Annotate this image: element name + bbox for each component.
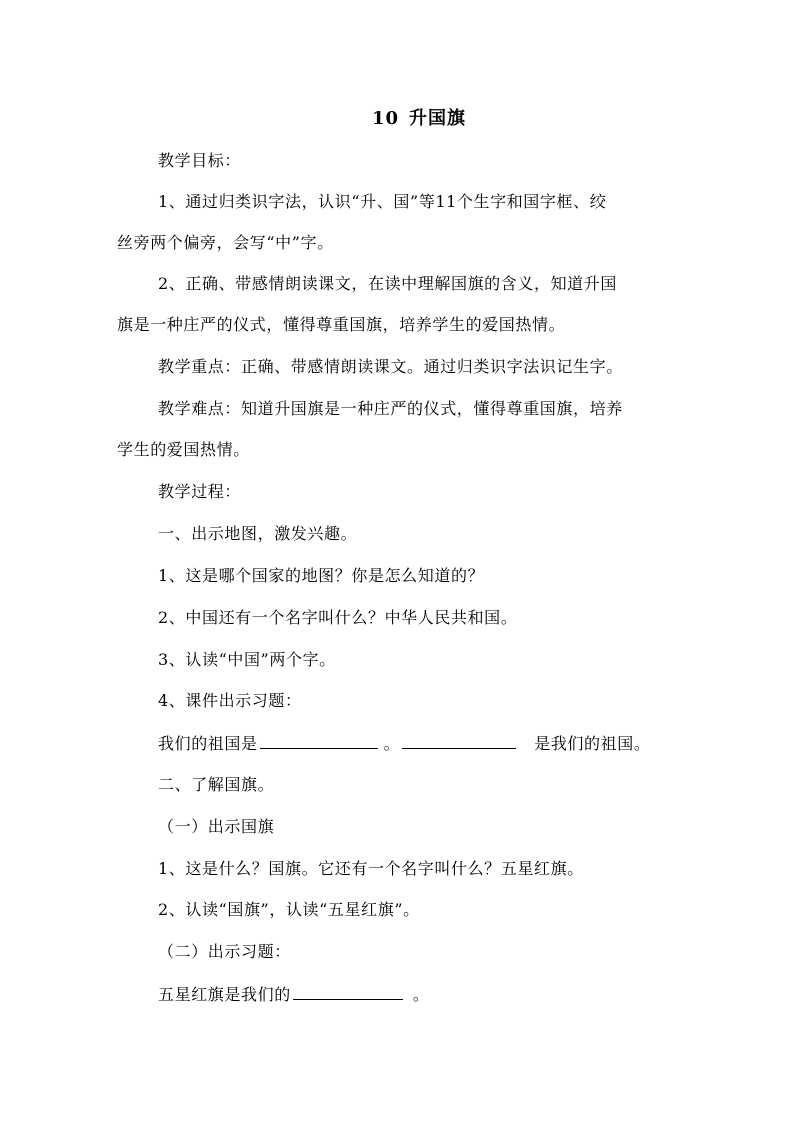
- exercise-2-text-a: 五星红旗是我们的: [158, 985, 291, 1004]
- lesson-title: [0, 104, 794, 130]
- fill-blank-2: [402, 732, 516, 749]
- goal-1-line-2: 丝旁两个偏旁，会写“中”字。: [117, 233, 334, 252]
- exercise-1-text-b: 。: [383, 734, 401, 753]
- section-1-item-2: 2、中国还有一个名字叫什么？中华人民共和国。: [158, 608, 518, 627]
- difficulty-line-2: 学生的爱国热情。: [117, 440, 250, 459]
- process-heading: 教学过程：: [158, 482, 242, 501]
- difficulty-line-1: 教学难点：知道升国旗是一种庄严的仪式，懂得尊重国旗，培养: [158, 399, 623, 418]
- section-1-item-4: 4、课件出示习题：: [158, 691, 302, 710]
- fill-blank-3: [293, 983, 403, 1000]
- goal-2-line-2: 旗是一种庄严的仪式，懂得尊重国旗，培养学生的爱国热情。: [117, 315, 566, 334]
- section-2-item-1: 1、这是什么？国旗。它还有一个名字叫什么？五星红旗。: [158, 859, 584, 878]
- fill-blank-1: [260, 732, 378, 749]
- goal-1-line-1: 1、通过归类识字法，认识“升、国”等11个生字和国字框、绞: [158, 192, 607, 211]
- exercise-2-text-b: 。: [412, 985, 430, 1004]
- key-points: 教学重点：正确、带感情朗读课文。通过归类识字法识记生字。: [158, 357, 623, 376]
- section-1-item-3: 3、认读“中国”两个字。: [158, 650, 336, 669]
- lesson-number: 10: [371, 108, 400, 129]
- exercise-2: [158, 983, 429, 1006]
- goal-2-line-1: 2、正确、带感情朗读课文，在读中理解国旗的含义，知道升国: [158, 274, 617, 293]
- section-2-heading: 二、了解国旗。: [158, 775, 275, 794]
- exercise-1-text-c: 是我们的祖国。: [534, 734, 651, 753]
- exercise-1-text-a: 我们的祖国是: [158, 734, 258, 753]
- subsection-1-heading: （一）出示国旗: [158, 817, 275, 836]
- section-2-item-2: 2、认读“国旗”，认读“五星红旗”。: [158, 900, 420, 919]
- exercise-1: [158, 732, 650, 755]
- subsection-2-heading: （二）出示习题：: [158, 942, 291, 961]
- section-1-heading: 一、出示地图，激发兴趣。: [158, 524, 358, 543]
- goals-heading: 教学目标：: [158, 151, 242, 170]
- lesson-title-text: 升国旗: [409, 108, 467, 129]
- section-1-item-1: 1、这是哪个国家的地图？你是怎么知道的？: [158, 566, 485, 585]
